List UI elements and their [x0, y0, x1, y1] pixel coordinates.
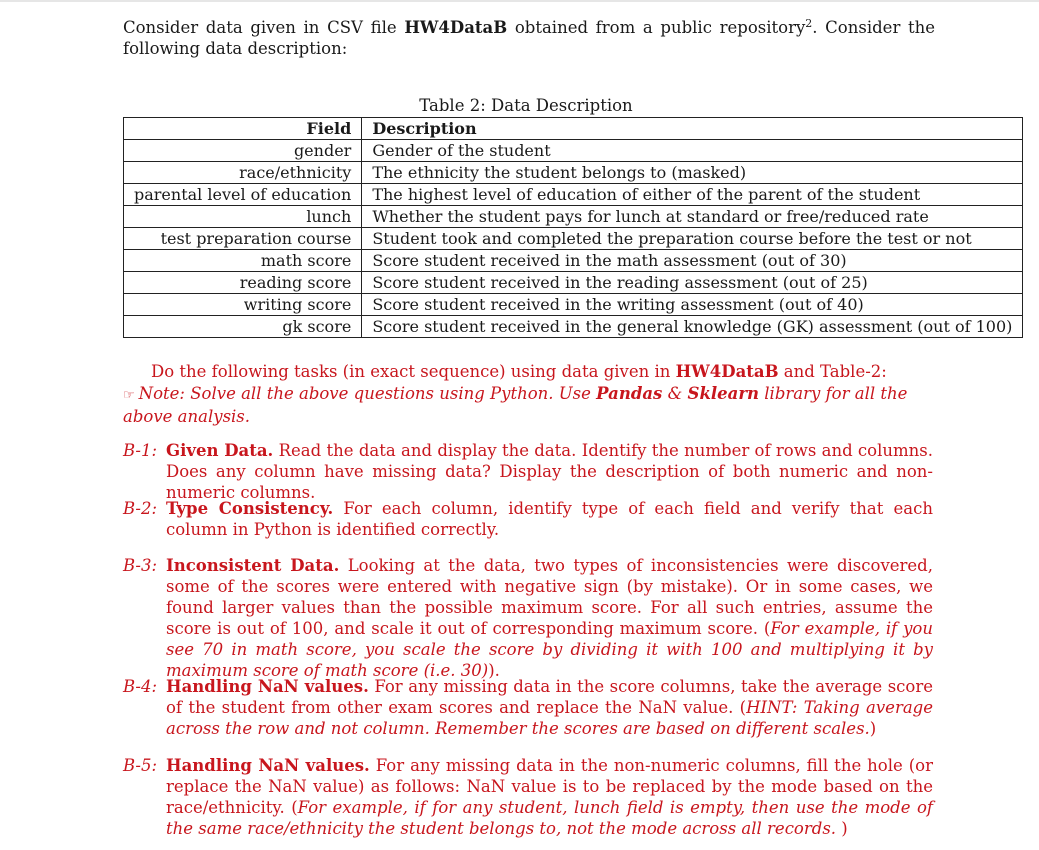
task-b2	[123, 498, 933, 540]
task-text: For each column, identify type of each field and verify that each column in Python is identified correctly.	[166, 499, 933, 539]
table-row	[124, 250, 1023, 272]
intro-text-3: . Consider the following data description:	[123, 18, 936, 58]
tasks-intro-text-2: and Table-2:	[778, 362, 887, 381]
top-divider	[0, 0, 1039, 2]
task-number: B-5:	[123, 756, 158, 775]
note-pandas: Pandas	[596, 384, 663, 403]
task-title: Given Data.	[166, 441, 274, 460]
description-cell: Score student received in the general knowledge (GK) assessment (out of 100)	[362, 316, 1023, 338]
table-row	[124, 272, 1023, 294]
field-cell: lunch	[124, 206, 362, 228]
task-end: ).	[488, 661, 500, 680]
task-example: For example, if for any student, lunch field is empty, then use the mode of the same race/ethnicity the student belongs to, not the mode across all records.	[166, 798, 933, 838]
intro-text: Consider data given in CSV file	[123, 18, 405, 37]
field-cell: writing score	[124, 294, 362, 316]
task-text: For any missing data in the non-numeric columns, fill the hole (or replace the NaN value) as follows: NaN value is to be replaced by the mode based on the race/ethnicity. (	[166, 756, 934, 817]
field-cell: reading score	[124, 272, 362, 294]
task-b4	[123, 676, 933, 739]
field-cell: gender	[124, 140, 362, 162]
task-title: Handling NaN values.	[166, 756, 370, 775]
table-row	[124, 294, 1023, 316]
task-number: B-2:	[123, 499, 158, 518]
description-cell: Score student received in the reading assessment (out of 25)	[362, 272, 1023, 294]
note-text-2: library for all the above analysis.	[123, 384, 908, 426]
task-end: )	[836, 819, 848, 838]
task-b3	[123, 555, 933, 681]
tasks-intro-text: Do the following tasks (in exact sequence) using data given in	[151, 362, 676, 381]
table-caption: Table 2: Data Description	[419, 96, 633, 115]
description-cell: Score student received in the writing assessment (out of 40)	[362, 294, 1023, 316]
intro-text-2: obtained from a public repository	[507, 18, 806, 37]
footnote-marker[interactable]: 2	[805, 17, 813, 30]
note-paragraph	[123, 383, 933, 427]
hand-pointing-icon: ☞	[123, 388, 135, 403]
task-b1	[123, 440, 933, 503]
description-cell: The highest level of education of either of the parent of the student	[362, 184, 1023, 206]
field-cell: gk score	[124, 316, 362, 338]
task-b5	[123, 755, 933, 839]
table-row	[124, 140, 1023, 162]
task-title: Type Consistency.	[166, 499, 334, 518]
note-ampersand: &	[662, 384, 688, 403]
note-sklearn: Sklearn	[687, 384, 760, 403]
field-cell: parental level of education	[124, 184, 362, 206]
table-row	[124, 228, 1023, 250]
tasks-intro	[151, 362, 887, 381]
task-end: )	[869, 719, 877, 738]
task-number: B-3:	[123, 556, 158, 575]
task-example: For example, if you see 70 in math score, you scale the score by dividing it with 100 and multiplying it by maximum score of math score (i.e. 30)	[166, 619, 933, 680]
task-number: B-4:	[123, 677, 158, 696]
header-field: Field	[124, 118, 362, 140]
table-row	[124, 206, 1023, 228]
task-text: Looking at the data, two types of inconsistencies were discovered, some of the scores were entered with negative sign (by mistake). Or in some cases, we found larger values than the possible maximum score. For all such entries, assume the score is out of 100, and scale it out of corresponding maximum score. (	[166, 556, 933, 638]
intro-paragraph	[123, 17, 935, 59]
field-cell: test preparation course	[124, 228, 362, 250]
description-cell: The ethnicity the student belongs to (masked)	[362, 162, 1023, 184]
task-title: Inconsistent Data.	[166, 556, 340, 575]
description-cell: Whether the student pays for lunch at standard or free/reduced rate	[362, 206, 1023, 228]
task-number: B-1:	[123, 441, 158, 460]
field-cell: math score	[124, 250, 362, 272]
task-hint: HINT: Taking average across the row and not column. Remember the scores are based on different scales.	[166, 698, 933, 738]
data-description-table	[123, 117, 1023, 338]
task-text: Read the data and display the data. Identify the number of rows and columns. Does any column have missing data? Display the description of both numeric and non-numeric columns.	[166, 441, 933, 502]
task-text: For any missing data in the score columns, take the average score of the student from other exam scores and replace the NaN value. (	[166, 677, 933, 717]
description-cell: Score student received in the math assessment (out of 30)	[362, 250, 1023, 272]
description-cell: Student took and completed the preparation course before the test or not	[362, 228, 1023, 250]
description-cell: Gender of the student	[362, 140, 1023, 162]
tasks-intro-file-name: HW4DataB	[675, 362, 779, 381]
table-row	[124, 316, 1023, 338]
table-row	[124, 184, 1023, 206]
task-title: Handling NaN values.	[166, 677, 369, 696]
table-row	[124, 162, 1023, 184]
header-description: Description	[362, 118, 1023, 140]
intro-file-name: HW4DataB	[404, 18, 508, 37]
note-text: Note: Solve all the above questions using Python. Use	[138, 384, 597, 403]
field-cell: race/ethnicity	[124, 162, 362, 184]
table-header-row	[124, 118, 1023, 140]
